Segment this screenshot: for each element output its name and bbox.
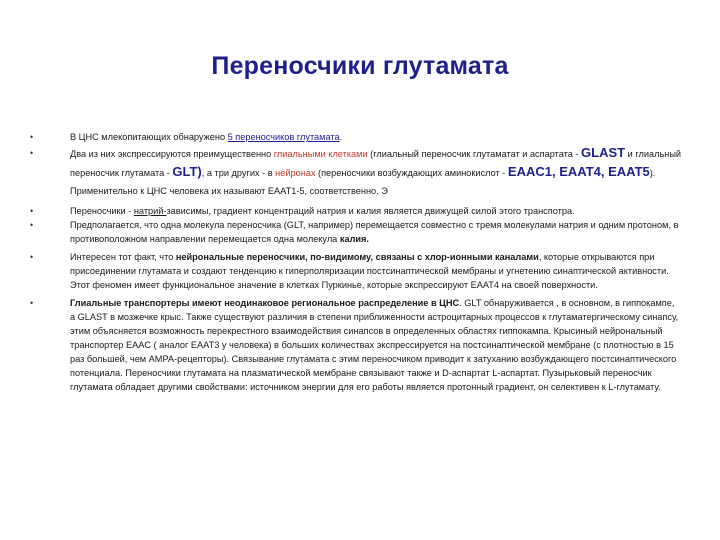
text: (переносчики возбуждающих аминокислот -: [315, 168, 508, 178]
glt-label: GLT): [172, 164, 202, 179]
bullet-item-6: [30, 296, 682, 394]
glast-label: GLAST: [581, 145, 626, 160]
glial-transporters-bold: Глиальные транспортеры имеют неодинаковое региональное распределение в ЦНС: [70, 298, 460, 308]
text: , а три других - в: [201, 168, 276, 178]
text: зависимы, градиент концентраций натрия и калия является движущей силой этого транспотра.: [166, 206, 575, 216]
potassium-bold: калия.: [339, 234, 369, 244]
neurons-highlight: нейронах: [275, 168, 316, 178]
text: .: [339, 132, 343, 142]
bullet-list: [30, 130, 682, 398]
bullet-item-4: [30, 218, 682, 246]
text: , которые открываются при присоединении глутамата и создают тенденцию к гиперполяризации постсинаптической мембраны и угнетению синаптической активности. Этот феномен имеет функциональное значение в клетках Пуркинье, которые экспрессируют EAAT4 на своей поверхности.: [70, 252, 669, 290]
bullet-item-5: [30, 250, 682, 292]
neuronal-transporters-bold: нейрональные переносчики, по-видимому, связаны с хлор-ионными каналами: [175, 252, 539, 262]
sodium-underlined: натрий-: [133, 206, 167, 216]
text: Предполагается, что одна молекула переносчика (GLT, например) перемещается совместно с тремя молекулами натрия и одним протоном, в противоположном направлении перемещается одна молекула: [70, 220, 679, 244]
text: и глиальный переносчик глутамата -: [70, 149, 682, 178]
text: . GLT обнаруживается , в основном, в гиппокампе, а GLAST в мозжечке крыс. Также существуют различия в степени приближенности астроцитарных процессов к глутаматергическому синапсу, этим объясняется возможность перекрестного взаимодействия синапсов в определенных областях гиппокампа. Крысиный нейрональный транспортер EAAC ( аналог EAAT3 у человека) в больших количествах экспрессируется на постсинаптической мембране (с плотностью в 15 раз большей, чем AMPA-рецепторы). Связывание глутамата с этим переносчиком приводит к затуханию возбуждающего постсинаптического потенциала. Переносчики глутамата на плазматической мембране связывают также и D-аспартат L-аспартат. Пузырьковый переносчик глутамата обладает другими свойствами: источником энергии для его работы является протонный градиент, он селективен к L-глутамату.: [70, 298, 679, 392]
text: Переносчики -: [70, 206, 134, 216]
eaac-labels: EAAC1, EAAT4, EAAT5: [507, 164, 650, 179]
bullet-item-3: [30, 204, 682, 218]
text: В ЦНС млекопитающих обнаружено: [70, 132, 228, 142]
bullet-item-1: [30, 130, 682, 144]
slide-title: Переносчики глутамата: [211, 52, 509, 80]
bullet-item-2: [30, 144, 682, 200]
text: Два из них экспрессируются преимущественно: [70, 149, 274, 159]
transporters-link[interactable]: 5 переносчиков глутамата: [227, 132, 340, 142]
text: ). Применительно к ЦНС человека их называют EAAT1-5, соответственно. Э: [70, 168, 656, 196]
text: Интересен тот факт, что: [70, 252, 176, 262]
text: (глиальный переносчик глутаматат и аспартата -: [367, 149, 582, 159]
glial-cells-highlight: глиальными клетками: [273, 149, 368, 159]
